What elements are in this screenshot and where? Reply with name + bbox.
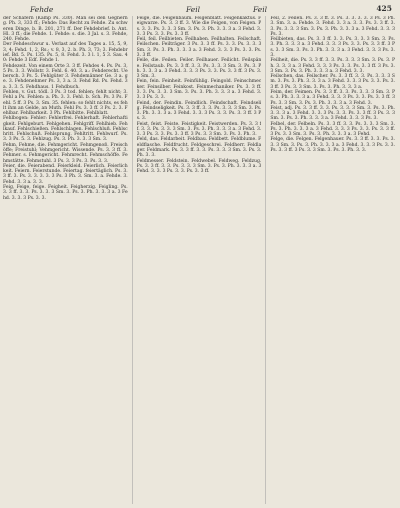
header-mid-left-word: Feil <box>186 5 201 14</box>
paragraph: Fehlbogen: Fehler: Fehlerfrei. Fehlerhaft. Fehlerhaftigkeit. Fehlgeburt. Fehlgehen. Fehlgriff. Fehlhieb. Fehlkauf. Fehlschießen. Fehlschlagen. Fehlschluß. Fehlschritt. Fehlschuß. Fehlsprung. Fehltritt. Fehlwurf. Ps. 3. 3 Ps. 5. 3. Fehlzug. Ps. 3. Ph. 3. 3. 3 Sm. 3. <box>3 116 128 143</box>
column-divider <box>265 16 266 504</box>
paragraph: Feim, der. Feimen. Ps. 3. 3 ff. 3. 3. Ps. 3. 3. 3 Sm. 3. Ps. 3. Ph. 3. 3. 3 a. 3 Fehd. 3. 3. 3 Ps. 3. 3. Ps. 3. 3 ff. 3 Ps. 3. 3 Sm. 3. Ps. 3. Ph. 3. 3. 3 a. 3 Fehd. 3. <box>270 89 396 106</box>
text-columns <box>3 16 395 504</box>
paragraph: Der Fehdeschwur u. Verlast auf des Tages a. 15, 5, 9, 3, 4; Fehd. 1, 2, Rs.; v. 8, 3, 2. b. Ph. 3, 73; 3. Fehdebrief. Bd. 5. Ps. 135. Ps. 5, 8. Fehd. 3. 3 l. 1, 5 3. Sau. 40: Fehde 3 Edf. Fehde 1. <box>3 42 128 64</box>
column-right <box>270 16 395 504</box>
header-mid-right-word: Feil <box>253 5 268 14</box>
paragraph: Feist, feist. Feiste. Feistigkeit. Feistwerden. Ps. 3. 3 ff. 3. 3. Ps. 3. 3. 3 Sm. 3. Ps. 3. Ph. 3. 3. 3 a. 3 Fehd. 3. 3. 3 Ps. 3. 3. Ps. 3. 3 ff. 3 Ps. 3. 3 Sm. 3. Ps. 3. Ph. 3. <box>136 121 262 138</box>
paragraph: Felbel, der. Felbeln. Ps. 3. 3 ff. 3. 3. Ps. 3. 3. 3 Sm. 3. Ps. 3. Ph. 3. 3. 3 a. 3 Fehd. 3. 3. 3 Ps. 3. 3. Ps. 3. 3 ff. 3 Ps. 3. 3 Sm. 3. Ps. 3. Ph. 3. 3. 3 a. 3 Fehd. <box>270 121 396 138</box>
paragraph: Fehlen, v. Gut. tödl. 3 Ps. 3 tod. fehlen; fehlt nicht; 3. Fehl a Ps. Fehlen: a. Ph. 3. 3. Fehl. b. Sch. Ps. 3 Ps. Fehl. 5 ff. 3 Ps. 3. Sm. 35. fehlen: so fehlt nichts, es fehlt ihm an Gelde, an Muth. Fehl Ps. 3. 3 ff. 3 Ps. 2. 3. Fehlbar. Fehlbarkeit. 3 Ph. Fehlbitte. Fehlblatt. <box>3 89 128 117</box>
paragraph: Feier, die. Feierabend. Feierkleid. Feierlich. Feierlichkeit. Feiern. Feierstunde. Feiertag. feiertäglich. Ps. 3. 3 ff. 3. Ps. 3. 3. 3. 3. 3 Ps. 3 Ph. 3. Sm. 3. a. Fehde. 3. Fehd. 3. 3 a. 3. 3. <box>3 163 128 185</box>
column-left <box>3 16 128 504</box>
page-number: 425 <box>376 4 392 13</box>
paragraph: Feilbieten, das. Ps. 3. 3 ff. 3. 3. Ps. 3. 3. 3 Sm. 3. Ps. 3. Ph. 3. 3. 3 a. 3 Fehd. 3. 3. 3 Ps. 3. 3. Ps. 3. 3 ff. 3 Ps. 3. 3 Sm. 3. Ps. 3. Ph. 3. 3. 3 a. 3 Fehd. 3. 3. 3 Ps. 3. 3. <box>270 37 396 58</box>
paragraph: Feilschen, das. Feilscher. Ps. 3. 3 ff. 3. 3. Ps. 3. 3. 3 Sm. 3. Ps. 3. Ph. 3. 3. 3 a. 3 Fehd. 3. 3. 3 Ps. 3. 3. Ps. 3. 3 ff. 3 Ps. 3. 3 Sm. 3. Ps. 3. Ph. 3. 3. 3 a. <box>270 74 396 90</box>
paragraph: Feil, 2. Feilen. Ps. 3. 3 ff. 3. Ps. 3. 3. 3. 3. 3 Ps. 3 Ph. 3. Sm. 3. a. Fehde. 3. Fehd. 3. 3 a. 3. 3. Ps. 3. 3 ff. 3. 3. Ps. 3. 3. 3 Sm. 3. Ps. 3. Ph. 3. 3. 3 a. 3 Fehd. 3. 3. 3 Ps. 3. <box>270 16 396 37</box>
paragraph: Feilheit, die. Ps. 3. 3 ff. 3. 3. Ps. 3. 3. 3 Sm. 3. Ps. 3. Ph. 3. 3. 3 a. 3 Fehd. 3. 3. 3 Ps. 3. 3. Ps. 3. 3 ff. 3 Ps. 3. 3 Sm. 3. Ps. 3. Ph. 3. 3. 3 a. 3 Fehd. 3. 3. <box>270 58 396 74</box>
paragraph: Feile, die. Feilen. Feiler. Feilhauer. Feilicht. Feilspäne. Feilstaub. Ps. 3. 3 ff. 3. 3. Ps. 3. 3. 3 Sm. 3. Ps. 3. Ph. 3. 3. 3 a. 3 Fehd. 3. 3. 3 Ps. 3. 3. Ps. 3. 3 ff. 3 Ps. 3. 3 Sm. 3. <box>136 58 262 80</box>
paragraph: Felge, die. Felgen. Felgenhauer. Ps. 3. 3 ff. 3. 3. Ps. 3. 3. 3 Sm. 3. Ps. 3. Ph. 3. 3. 3 a. 3 Fehd. 3. 3. 3 Ps. 3. 3. Ps. 3. 3 ff. 3 Ps. 3. 3 Sm. 3. Ps. 3. Ph. 3. 3. <box>270 137 396 154</box>
header-left-word: Fehde <box>30 5 54 14</box>
paragraph: Feind, der. Feindin. Feindlich. Feindschaft. Feindselig. Feindseligkeit. Ps. 3. 3 ff. 3. 3. Ps. 3. 3. 3 Sm. 3. Ps. 3. Ph. 3. 3. 3 a. 3 Fehd. 3. 3. 3 Ps. 3. 3. Ps. 3. 3 ff. 3 Ps. 3. <box>136 100 262 122</box>
paragraph: der Schäfern (Kamp Ps. 330). Man sei den Gegnern g. Ph. 3, 333 ff.; Fehde: Das Recht zu Fehde. Zu schweren Dinge, b. B. 201, 271 ff. Der Fehdebrief. b. Ant. Hl. 3 ff.; die Fehde. 1. Fehde: s. die. 3 Jal. s. 3. Fehde, 240. Fehde. <box>3 16 128 43</box>
paragraph: Fehdezeit. Von einem Orte 3. 3 ff. Fehdes 4. Ps. Ps. 3, 5 Ps. 3. 3. Wollstr. 3. Fehl. 6. 40. 3. a.: Fehderecht. Uebersch. 3 Ps. 5. Fehlgüter 3. Fehdemänner Ge. 3 a. ge. 3. Fehdenehmer Ps. 3, 3 a. 3. Fehd Rd. Ps. Fehd. 3 a. 3. 3. 5. Fehdhaus. 1 Fehdbuch. <box>3 63 128 90</box>
running-header <box>0 3 400 17</box>
paragraph: Fein, fein. Feinheit. Feinfühlig. Feingold. Feinschmecker. Feinsilber. Feinkost. Feinmechaniker. Ps. 3. 3 ff. 3. 3. Ps. 3. 3. 3 Sm. 3. Ps. 3. Ph. 3. 3. 3 a. 3 Fehd. 3. 3. 3 Ps. 3. 3. <box>136 79 262 101</box>
column-middle <box>137 16 262 504</box>
paragraph: Feist, adj. Ps. 3. 3 ff. 3. 3. Ps. 3. 3. 3 Sm. 3. Ps. 3. Ph. 3. 3. 3 a. 3 Fehd. 3. 3. 3 Ps. 3. 3. Ps. 3. 3 ff. 3 Ps. 3. 3 Sm. 3. Ps. 3. Ph. 3. 3. 3 a. 3 Fehd. 3. 3. 3 Ps. 3. <box>270 105 396 122</box>
paragraph: Feig, Feige, feige. Feigheit. Feigherzig. Feigling. Ps. 3. 3 ff. 3. 3. Ps. 3. 3. 3 Sm. 3. Ps. 3. Ph. 3. 3. 3 a. 3 Fehd. 3. 3. 3 Ps. 3. 3. <box>3 185 128 201</box>
paragraph: Feld, das. Feldarbeit. Feldbau. Feldbett. Feldblume. Feldflasche. Feldfrucht. Feldgeschrei. Feldherr. Feldlager. Feldmark. Ps. 3. 3 ff. 3. 3. Ps. 3. 3. 3 Sm. 3. Ps. 3. Ph. 3. 3. <box>136 137 262 159</box>
paragraph: Feige, die. Feigenbaum. Feigenblatt. Feigenkaktus. Feigwarze. Ps. 3. 3 ff. 3. Wie die Feigen, von Feigen. Ps. 3. 3. Ps. 3. 3. 3 Sm. 3. Ps. 3. Ph. 3. 3. 3 a. 3 Fehd. 3. 3. 3 Ps. 3. 3. Ps. 3. 3 ff. <box>136 16 262 37</box>
paragraph: Fehm, Fehme, die. Fehmgericht. Fehmgenoß. Freischöffe; Freistuhl; Vehmgericht. Wissende. Ps. 3. 3 ff. 3. Fehmer. s. Fehmgericht. Fehmrecht. Fehmschöffe. Fehmstätte. Fehmstuhl. 3 Ps. 3. 3 Ps. 3. Ps. 3. 3. <box>3 142 128 164</box>
column-divider <box>132 16 133 504</box>
paragraph: Feil, feil. Feilbieten. Feilhaben. Feilhalten. Feilschaft. Feilschen. Feilträger. 3 Ps. 3. 3 ff. Ps. 3. 3. Ps. 3. 3. 3 Sm. 3. Ps. 3. Ph. 3. 3. 3 a. 3 Fehd. 3. 3. 3 Ps. 3. 3. Ps. 3. 3 ff. <box>136 37 262 58</box>
paragraph: Feldmesser. Feldstein. Feldwebel. Feldweg. Feldzug. Ps. 3. 3 ff. 3. 3. Ps. 3. 3. 3 Sm. 3. Ps. 3. Ph. 3. 3. 3 a. 3 Fehd. 3. 3. 3 Ps. 3. 3. Ps. 3. 3 ff. <box>136 158 262 175</box>
